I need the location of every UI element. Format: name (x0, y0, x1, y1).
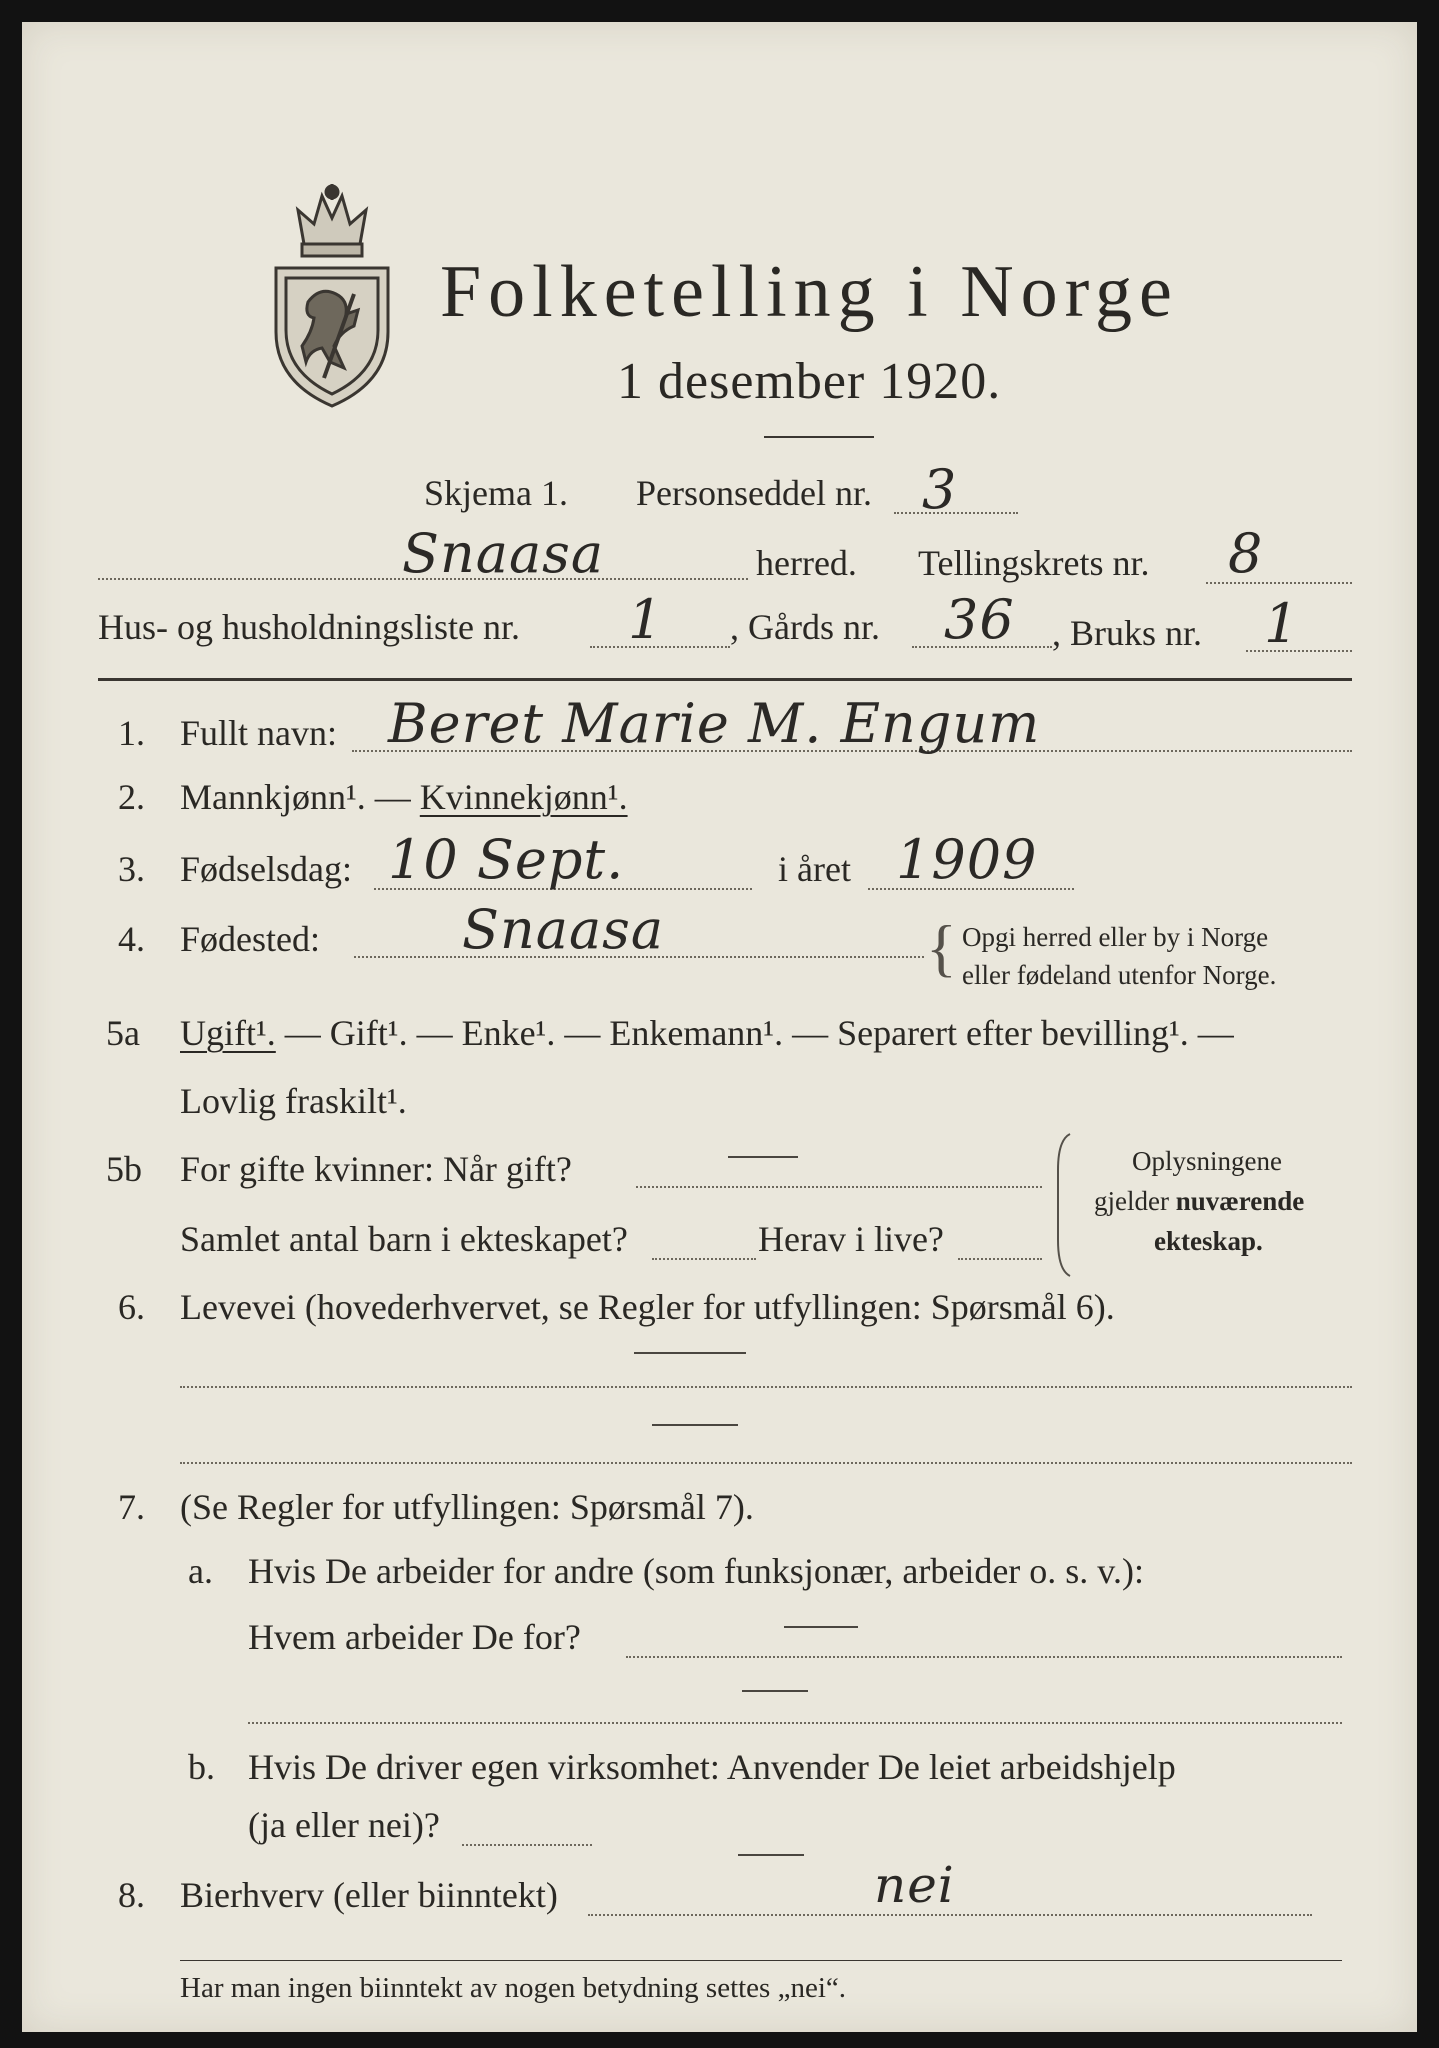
gards-value[interactable]: 36 (944, 588, 1015, 651)
q6-number: 6. (118, 1287, 145, 1327)
q7-label: (Se Regler for utfyllingen: Spørsmål 7). (180, 1487, 754, 1527)
q5b-label2: Samlet antal barn i ekteskapet? (180, 1219, 628, 1259)
personseddel-value[interactable]: 3 (922, 458, 958, 521)
alive-field-line (958, 1258, 1042, 1260)
bruks-value[interactable]: 1 (1264, 592, 1300, 655)
occupation-dash-2 (652, 1424, 738, 1426)
side-income-field-line (588, 1914, 1312, 1916)
year-label: i året (778, 849, 851, 889)
birthplace-value[interactable]: Snaasa (462, 898, 665, 961)
married-when-field-line (636, 1186, 1042, 1188)
norwegian-coat-of-arms-icon (262, 182, 402, 412)
form-title: Folketelling i Norge (440, 251, 1179, 333)
herred-value[interactable]: Snaasa (402, 522, 605, 585)
q5b-label1: For gifte kvinner: Når gift? (180, 1149, 572, 1189)
tellingskrets-value[interactable]: 8 (1228, 522, 1264, 585)
q2-gender-line (180, 776, 628, 818)
skjema-label: Skjema 1. (424, 473, 568, 513)
footnote: Har man ingen biinntekt av nogen betydning settes „nei“. (180, 1972, 847, 2004)
census-date: 1 desember 1920. (617, 353, 1002, 410)
employer-dash-1 (784, 1626, 858, 1628)
q7a-line1: Hvis De arbeider for andre (som funksjonær, arbeider o. s. v.): (248, 1551, 1144, 1591)
employer-field-line-2 (248, 1722, 1342, 1724)
occupation-dash-1 (634, 1352, 746, 1354)
q5b-note-line2 (1094, 1182, 1304, 1220)
q5b-note-bracket (1052, 1130, 1076, 1280)
employer-field-line (626, 1656, 1342, 1658)
q4-note-line1: Opgi herred eller by i Norge (962, 922, 1269, 952)
q6-label: Levevei (hovederhvervet, se Regler for utfyllingen: Spørsmål 6). (180, 1287, 1115, 1327)
husholdningsliste-label: Hus- og husholdningsliste nr. (98, 607, 521, 647)
q4-number: 4. (118, 919, 145, 959)
title-divider (764, 436, 874, 438)
birth-year-value[interactable]: 1909 (896, 828, 1038, 891)
q3-label: Fødselsdag: (180, 849, 353, 889)
footnote-rule (180, 1960, 1342, 1961)
q4-note-line2: eller fødeland utenfor Norge. (962, 960, 1277, 990)
q5b-note-gjelder: gjelder (1094, 1186, 1176, 1216)
q5b-label3: Herav i live? (758, 1219, 944, 1259)
q5b-note-line3: ekteskap. (1154, 1226, 1263, 1256)
hired-help-field-line (462, 1844, 592, 1846)
employer-dash-2 (742, 1690, 808, 1692)
q5b-note-line1: Oplysningene (1132, 1146, 1282, 1176)
q5a-number: 5a (106, 1013, 140, 1053)
census-form-sheet (22, 22, 1417, 2032)
personseddel-label: Personseddel nr. (636, 473, 872, 513)
q1-number: 1. (118, 713, 145, 753)
q7b-line1: Hvis De driver egen virksomhet: Anvender De leiet arbeidshjelp (248, 1747, 1176, 1787)
q8-number: 8. (118, 1875, 145, 1915)
ugift-option[interactable]: Ugift¹. (180, 1013, 276, 1053)
q4-note-brace: { (926, 912, 957, 983)
q7-number: 7. (118, 1487, 145, 1527)
q2-separator: — (365, 777, 420, 817)
side-income-value[interactable]: nei (874, 1856, 955, 1914)
marital-status-line (180, 1012, 1234, 1054)
q8-label: Bierhverv (eller biinntekt) (180, 1875, 558, 1915)
lovlig-fraskilt-option[interactable]: Lovlig fraskilt¹. (180, 1081, 407, 1121)
q1-label: Fullt navn: (180, 713, 338, 753)
q5b-number: 5b (106, 1149, 142, 1189)
q7b-line2: (ja eller nei)? (248, 1805, 440, 1845)
mannkjonn-option[interactable]: Mannkjønn¹. (180, 777, 366, 817)
tellingskrets-label: Tellingskrets nr. (918, 543, 1150, 583)
bruks-label: , Bruks nr. (1052, 613, 1203, 653)
q5b-note-naevaerende: nuværende (1175, 1186, 1305, 1216)
children-field-line (652, 1258, 756, 1260)
q7b-letter: b. (188, 1747, 215, 1787)
herred-label: herred. (756, 543, 857, 583)
q2-number: 2. (118, 777, 145, 817)
married-when-dash (728, 1156, 798, 1158)
full-name-value[interactable]: Beret Marie M. Engum (388, 692, 1041, 755)
header-rule (98, 678, 1352, 681)
husholdningsliste-value[interactable]: 1 (628, 588, 664, 651)
q7a-letter: a. (188, 1551, 213, 1591)
q3-number: 3. (118, 849, 145, 889)
side-income-dash (738, 1854, 804, 1856)
q7a-line2: Hvem arbeider De for? (248, 1617, 581, 1657)
birthday-value[interactable]: 10 Sept. (388, 828, 625, 891)
kvinnekjonn-option[interactable]: Kvinnekjønn¹. (419, 777, 628, 817)
marital-other-options[interactable]: — Gift¹. — Enke¹. — Enkemann¹. — Separert efter bevilling¹. — (275, 1013, 1234, 1053)
gards-label: , Gårds nr. (730, 607, 880, 647)
occupation-field-line-1 (180, 1386, 1352, 1388)
q4-label: Fødested: (180, 919, 320, 959)
occupation-field-line-2 (180, 1462, 1352, 1464)
